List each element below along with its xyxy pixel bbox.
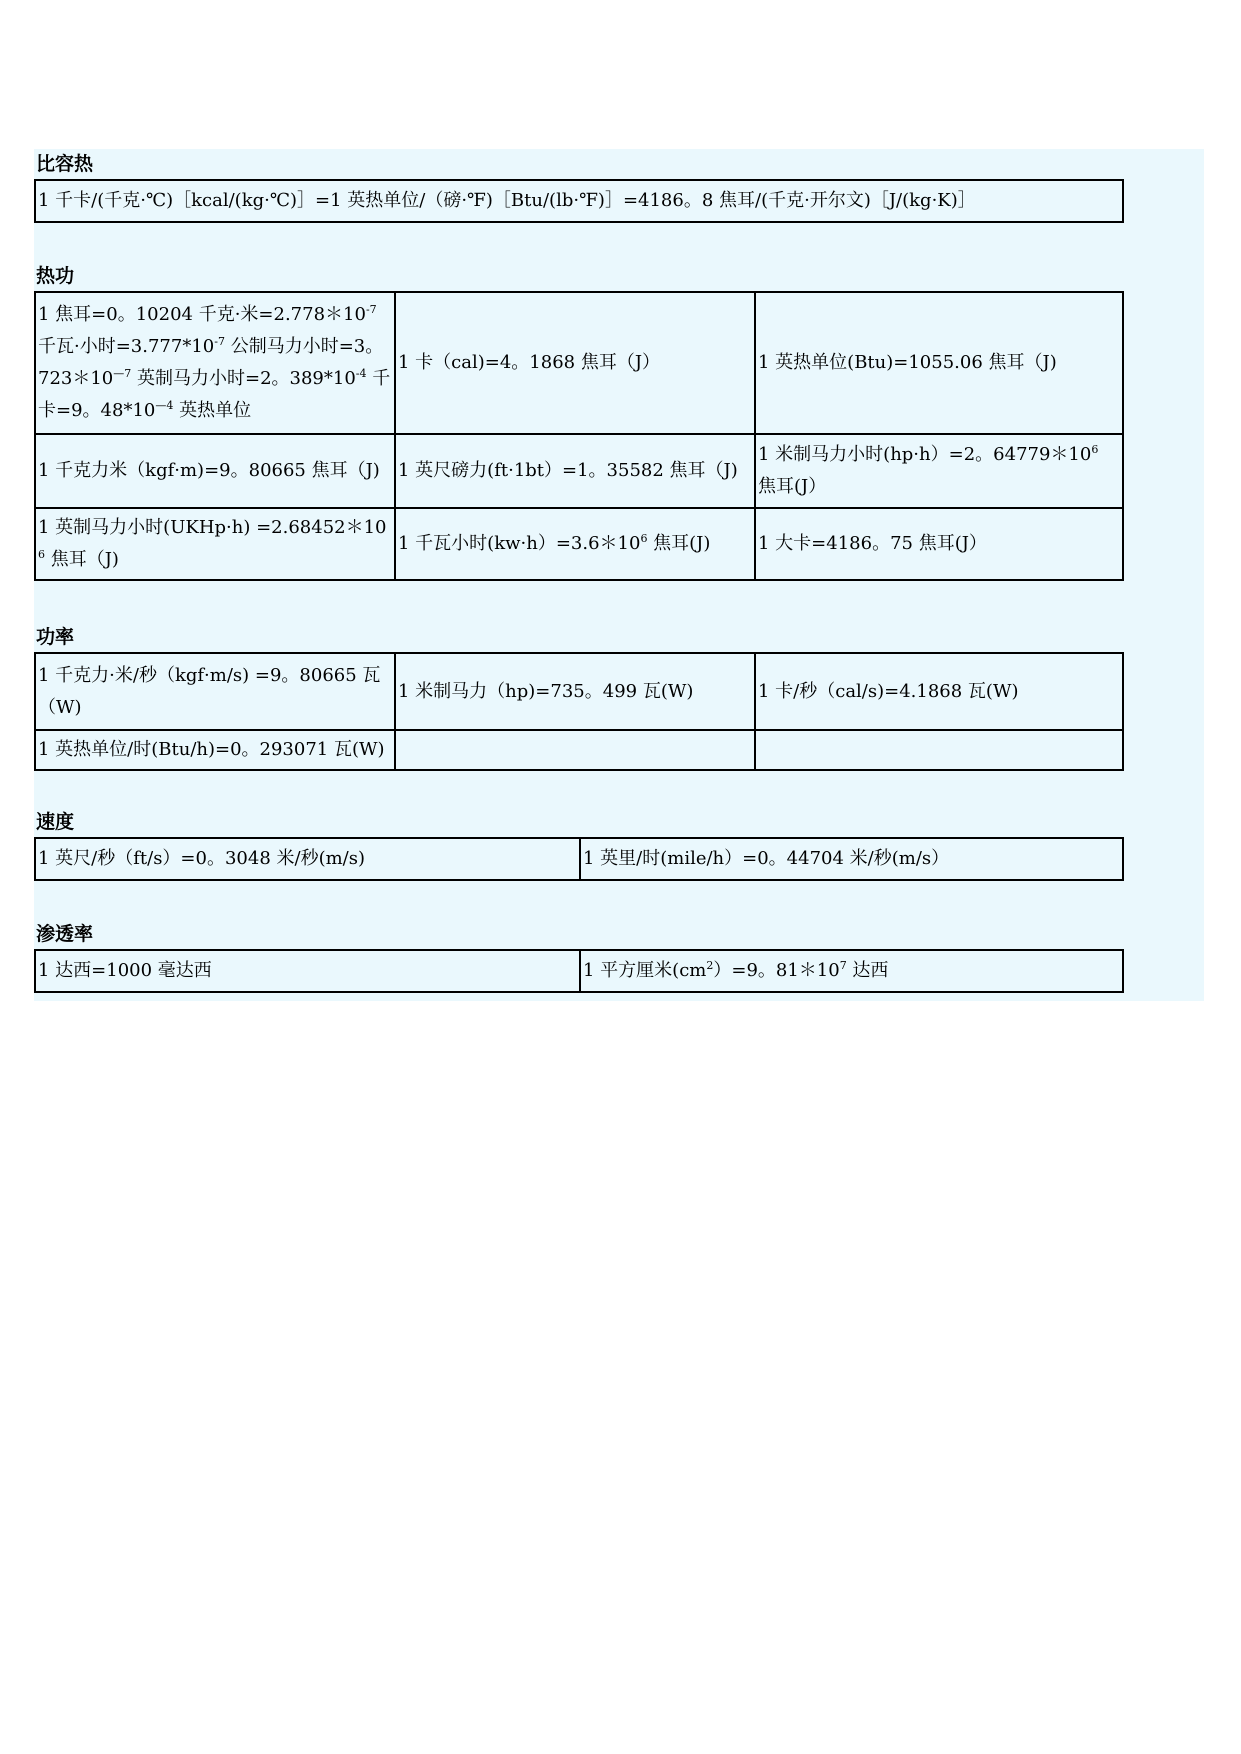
section-title: 渗透率 (36, 923, 94, 945)
section-title: 热功 (36, 265, 75, 287)
table-cell: 1 达西=1000 毫达西 (35, 950, 580, 992)
table-cell: 1 米制马力小时(hp·h）=2。$64779*10^6$ 焦耳(J） (755, 434, 1123, 508)
table-cell: 1 卡/秒（cal/s)=4.1868 瓦(W) (755, 653, 1123, 730)
section-permeability (34, 919, 1124, 993)
table-cell: 1 卡（cal)=4。1868 焦耳（J） (395, 292, 755, 434)
speed-table (34, 837, 1124, 881)
specific-heat-table (34, 179, 1124, 223)
section-heat-work (34, 261, 1124, 581)
table-cell (395, 730, 755, 770)
section-title: 功率 (36, 626, 75, 648)
section-power (34, 622, 1124, 771)
table-cell: 1 英里/时(mile/h）=0。44704 米/秒(m/s） (580, 838, 1123, 880)
permeability-table (34, 949, 1124, 993)
table-cell: 1 焦耳=0。10204 千克·米$=2.778*10^{-7}$ 千瓦·小时$=3.777*10^{-7}$ 公制马力小时=3。$723*10^{—7}$ 英制马力小时=2。$389*10^{-4}$ 千卡=9。$48*10^{—4}$ 英热单位 (35, 292, 395, 434)
table-cell: 1 千卡/(千克·℃)［kcal/(kg·℃)］=1 英热单位/（磅·℉)［Btu/(lb·℉)］=4186。8 焦耳/(千克·开尔文)［J/(kg·K)］ (35, 180, 1123, 222)
table-cell: 1 英尺磅力(ft·1bt）=1。35582 焦耳（J) (395, 434, 755, 508)
table-cell (755, 730, 1123, 770)
section-title: 速度 (36, 811, 75, 833)
power-table (34, 652, 1124, 771)
table-cell: 1 英热单位/时(Btu/h)=0。293071 瓦(W) (35, 730, 395, 770)
table-cell: 1 英尺/秒（ft/s）=0。3048 米/秒(m/s) (35, 838, 580, 880)
table-cell: 1 千克力米（kgf·m)=9。80665 焦耳（J) (35, 434, 395, 508)
table-cell: 1 千瓦小时$(kw\cdot h)=3.6*10^6$ 焦耳(J) (395, 508, 755, 580)
section-title: 比容热 (36, 153, 94, 175)
heat-work-table (34, 291, 1124, 581)
table-cell: 1 英热单位(Btu)=1055.06 焦耳（J) (755, 292, 1123, 434)
section-specific-heat (34, 149, 1124, 223)
table-cell: 1 英制马力小时(UKHp·h) $=2.68452*10^6$ 焦耳（J) (35, 508, 395, 580)
table-cell: 1 米制马力（hp)=735。499 瓦(W) (395, 653, 755, 730)
table-cell: 1 平方厘米$(cm^2)=9$。$81*10^7$ 达西 (580, 950, 1123, 992)
table-cell: 1 千克力·米/秒（kgf·m/s) =9。80665 瓦（W) (35, 653, 395, 730)
table-cell: 1 大卡=4186。75 焦耳(J） (755, 508, 1123, 580)
section-speed (34, 807, 1124, 881)
